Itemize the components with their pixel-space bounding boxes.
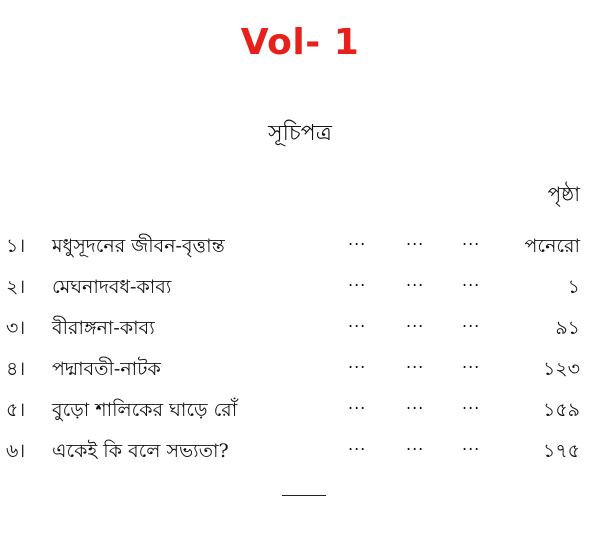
- leader-dots: ...: [348, 271, 367, 290]
- leader-dots: ...: [462, 394, 481, 413]
- toc-row: [0, 308, 600, 349]
- leader-dots: ...: [406, 312, 425, 331]
- leader-dots: ...: [462, 312, 481, 331]
- toc-number: ৪।: [6, 358, 26, 380]
- volume-title: Vol- 1: [240, 22, 360, 63]
- toc-row: [0, 390, 600, 431]
- toc-row: [0, 226, 600, 267]
- toc-number: ৩।: [6, 317, 26, 339]
- toc-number: ২।: [6, 276, 26, 298]
- page-column-heading: পৃষ্ঠা: [547, 182, 580, 206]
- toc-page-number: ১৭৫: [542, 440, 580, 462]
- leader-dots: ...: [348, 435, 367, 454]
- leader-dots: ...: [462, 271, 481, 290]
- toc-title: বুড়ো শালিকের ঘাড়ে রোঁ: [52, 399, 238, 421]
- toc-page-number: ১: [567, 276, 580, 298]
- leader-dots: ...: [348, 394, 367, 413]
- leader-dots: ...: [348, 353, 367, 372]
- toc-title: একেই কি বলে সভ্যতা?: [52, 440, 229, 462]
- leader-dots: ...: [462, 353, 481, 372]
- leader-dots: ...: [406, 394, 425, 413]
- toc-title: মধুসূদনের জীবন-বৃত্তান্ত: [52, 235, 225, 257]
- leader-dots: ...: [406, 230, 425, 249]
- toc-number: ৬।: [6, 440, 26, 462]
- leader-dots: ...: [406, 271, 425, 290]
- table-of-contents: [0, 226, 600, 472]
- leader-dots: ...: [348, 312, 367, 331]
- toc-page-number: পনেরো: [524, 235, 580, 257]
- leader-dots: ...: [348, 230, 367, 249]
- toc-number: ৫।: [6, 399, 26, 421]
- toc-page-number: ১২৩: [542, 358, 580, 380]
- leader-dots: ...: [406, 353, 425, 372]
- contents-heading: সূচিপত্র: [268, 121, 332, 146]
- toc-row: [0, 349, 600, 390]
- toc-title: মেঘনাদবধ-কাব্য: [52, 276, 172, 298]
- toc-page-number: ১৫৯: [543, 399, 580, 421]
- toc-page-number: ৯১: [555, 317, 580, 339]
- toc-title: বীরাঙ্গনা-কাব্য: [52, 317, 155, 339]
- toc-row: [0, 267, 600, 308]
- end-divider: [282, 495, 326, 496]
- leader-dots: ...: [462, 230, 481, 249]
- toc-row: [0, 431, 600, 472]
- toc-number: ১।: [6, 235, 26, 257]
- leader-dots: ...: [462, 435, 481, 454]
- toc-title: পদ্মাবতী-নাটক: [52, 358, 161, 380]
- leader-dots: ...: [406, 435, 425, 454]
